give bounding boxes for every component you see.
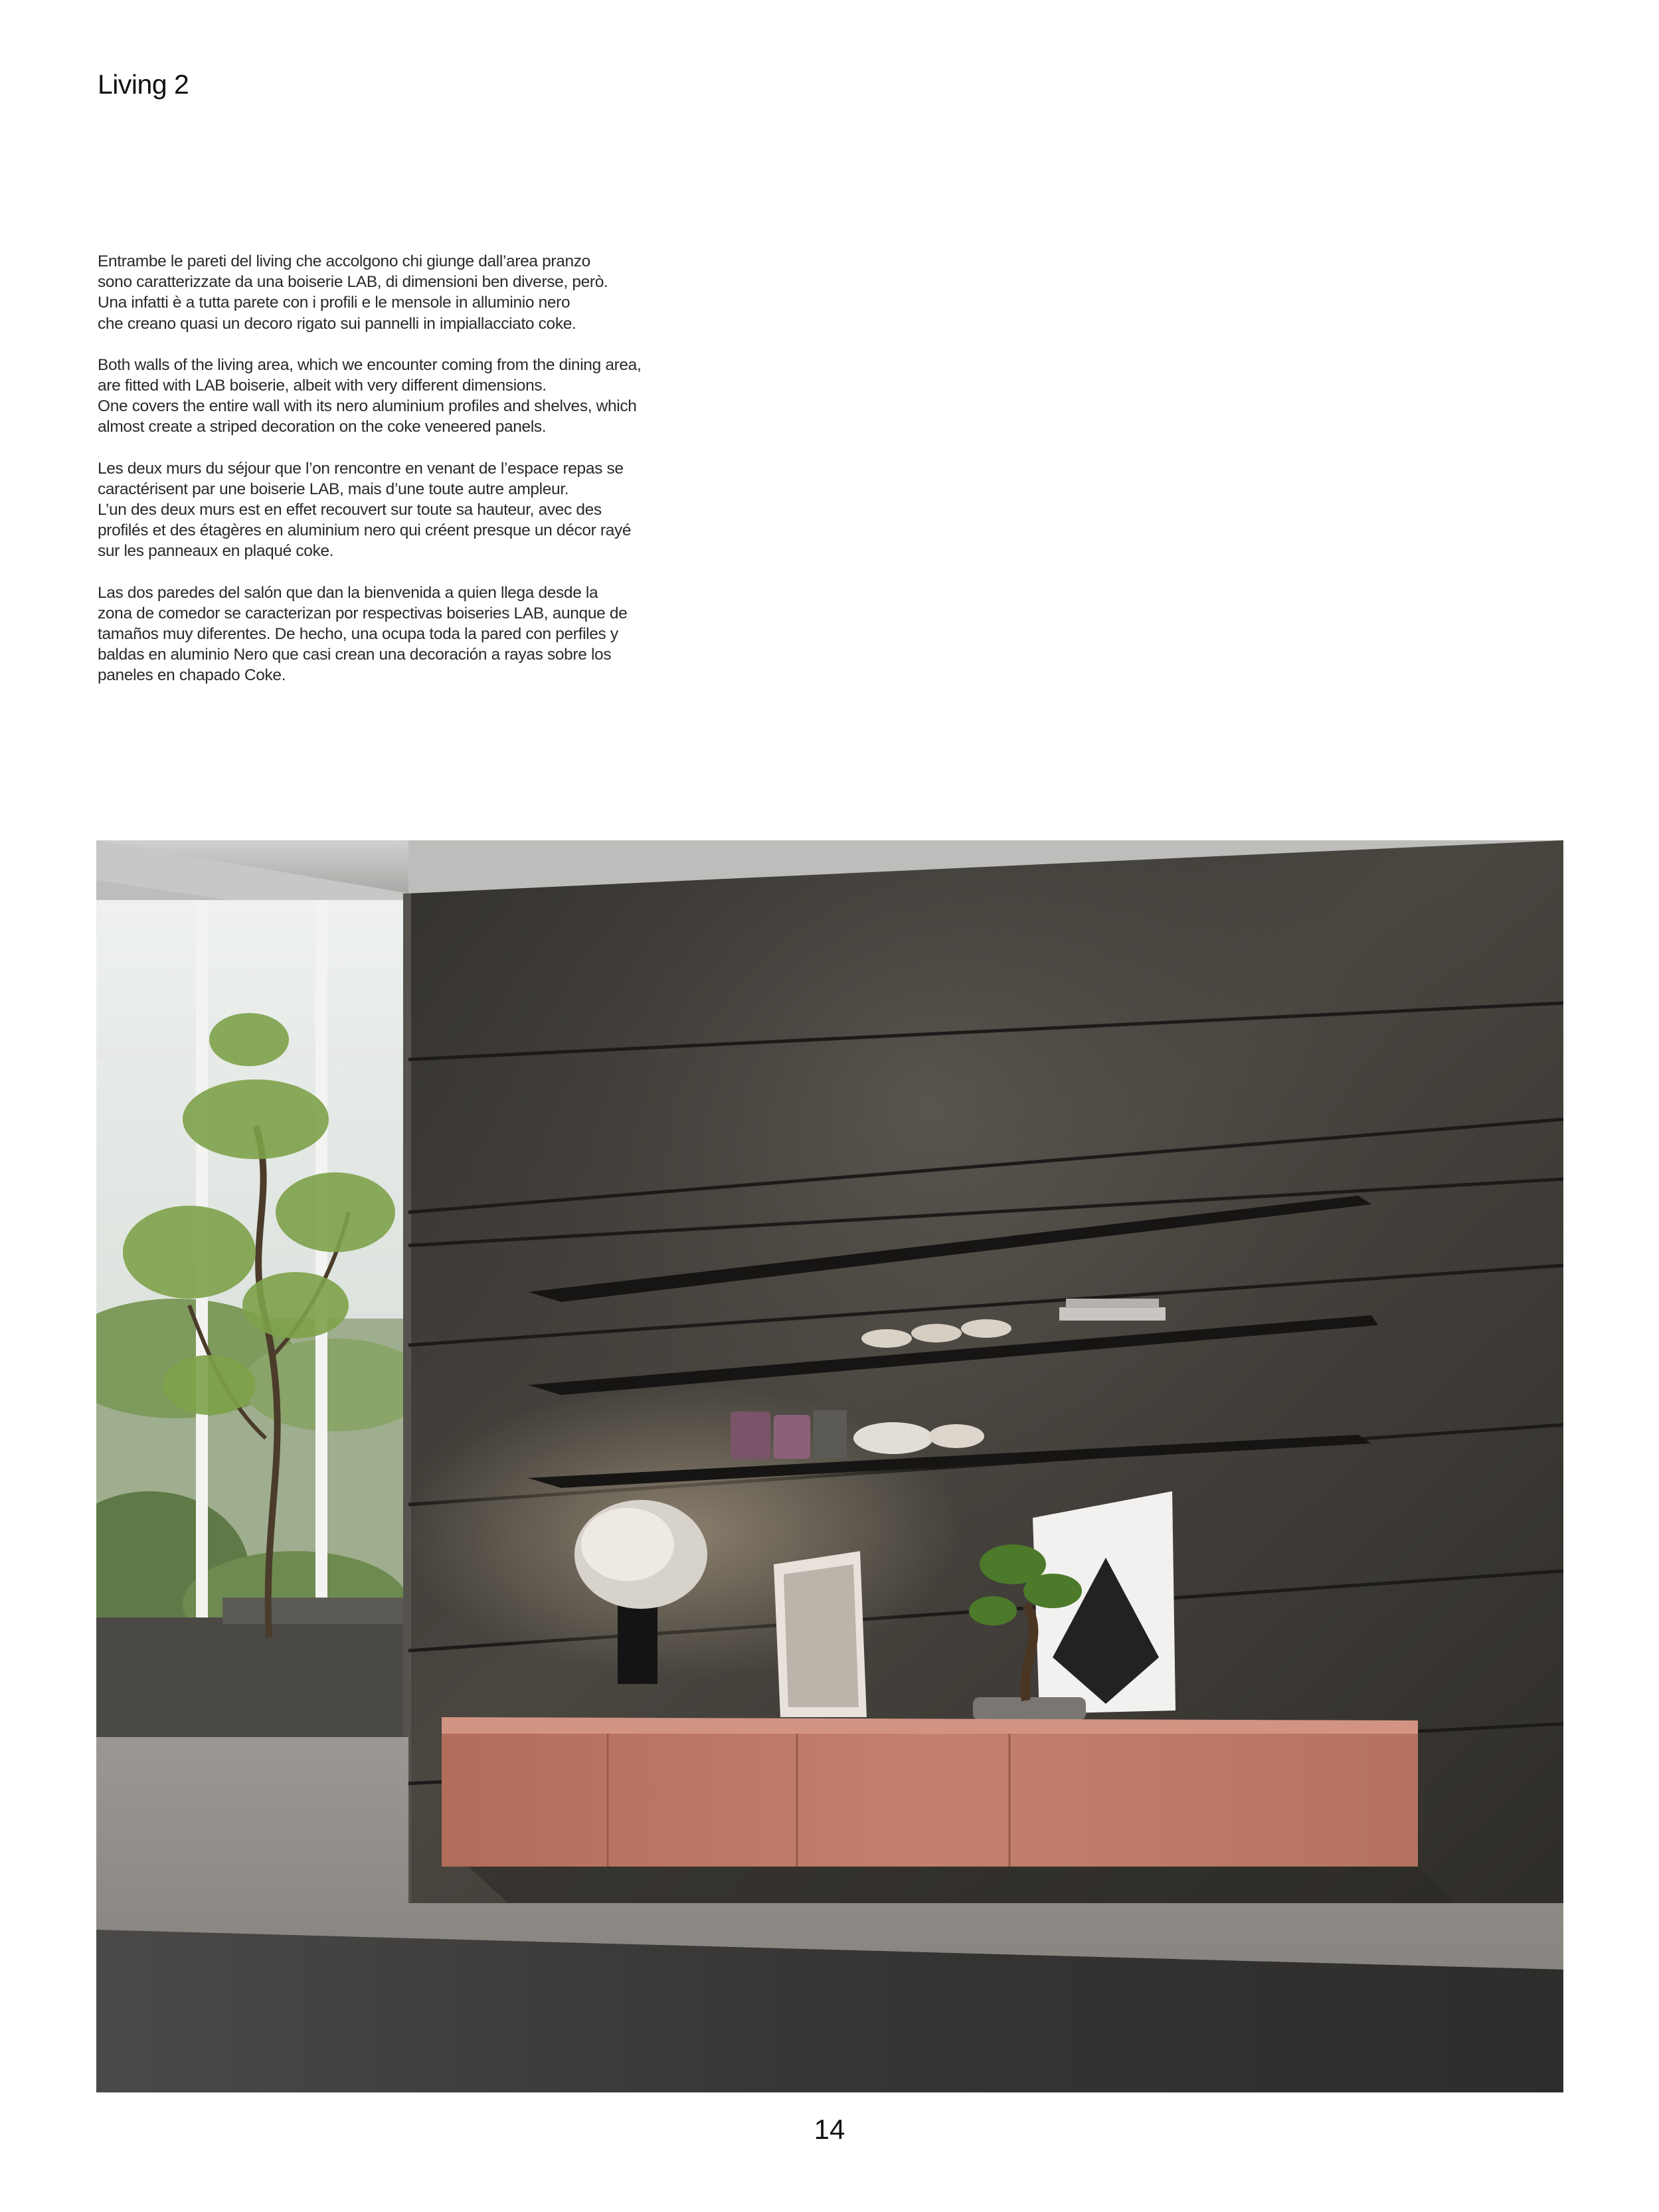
page-number: 14 — [814, 2114, 845, 2145]
text-line: profilés et des étagères en aluminium nero qui créent presque un décor rayé — [98, 521, 632, 540]
text-line: Both walls of the living area, which we encounter coming from the dining area, — [98, 355, 642, 374]
text-line: Una infatti è a tutta parete con i profili e le mensole in alluminio nero — [98, 294, 570, 312]
text-line: are fitted with LAB boiserie, albeit with very different dimensions. — [98, 377, 547, 395]
text-line: che creano quasi un decoro rigato sui pannelli in impiallacciato coke. — [98, 314, 576, 333]
text-line: tamaños muy diferentes. De hecho, una ocupa toda la pared con perfiles y — [98, 625, 618, 644]
paragraph-italian — [98, 251, 695, 334]
text-line: Les deux murs du séjour que l’on rencontre en venant de l’espace repas se — [98, 459, 624, 478]
paragraph-english — [98, 355, 695, 438]
text-line: Entrambe le pareti del living che accolgono chi giunge dall’area pranzo — [98, 252, 590, 270]
text-line: sur les panneaux en plaqué coke. — [98, 542, 334, 561]
text-line: almost create a striped decoration on the coke veneered panels. — [98, 418, 547, 436]
body-text — [98, 251, 695, 707]
text-line: Las dos paredes del salón que dan la bienvenida a quien llega desde la — [98, 583, 598, 602]
text-line: sono caratterizzate da una boiserie LAB, di dimensioni ben diverse, però. — [98, 273, 608, 292]
text-line: zona de comedor se caracterizan por respectivas boiseries LAB, aunque de — [98, 604, 628, 622]
living-room-photo — [96, 840, 1563, 2092]
text-line: L’un des deux murs est en effet recouvert sur toute sa hauteur, avec des — [98, 501, 602, 519]
text-line: baldas en aluminio Nero que casi crean una decoración a rayas sobre los — [98, 646, 612, 664]
page-title: Living 2 — [98, 69, 189, 100]
text-line: paneles en chapado Coke. — [98, 666, 286, 685]
paragraph-french — [98, 458, 695, 562]
text-line: One covers the entire wall with its nero aluminium profiles and shelves, which — [98, 397, 637, 416]
paragraph-spanish — [98, 583, 695, 686]
text-line: caractérisent par une boiserie LAB, mais d’une toute autre ampleur. — [98, 480, 569, 498]
